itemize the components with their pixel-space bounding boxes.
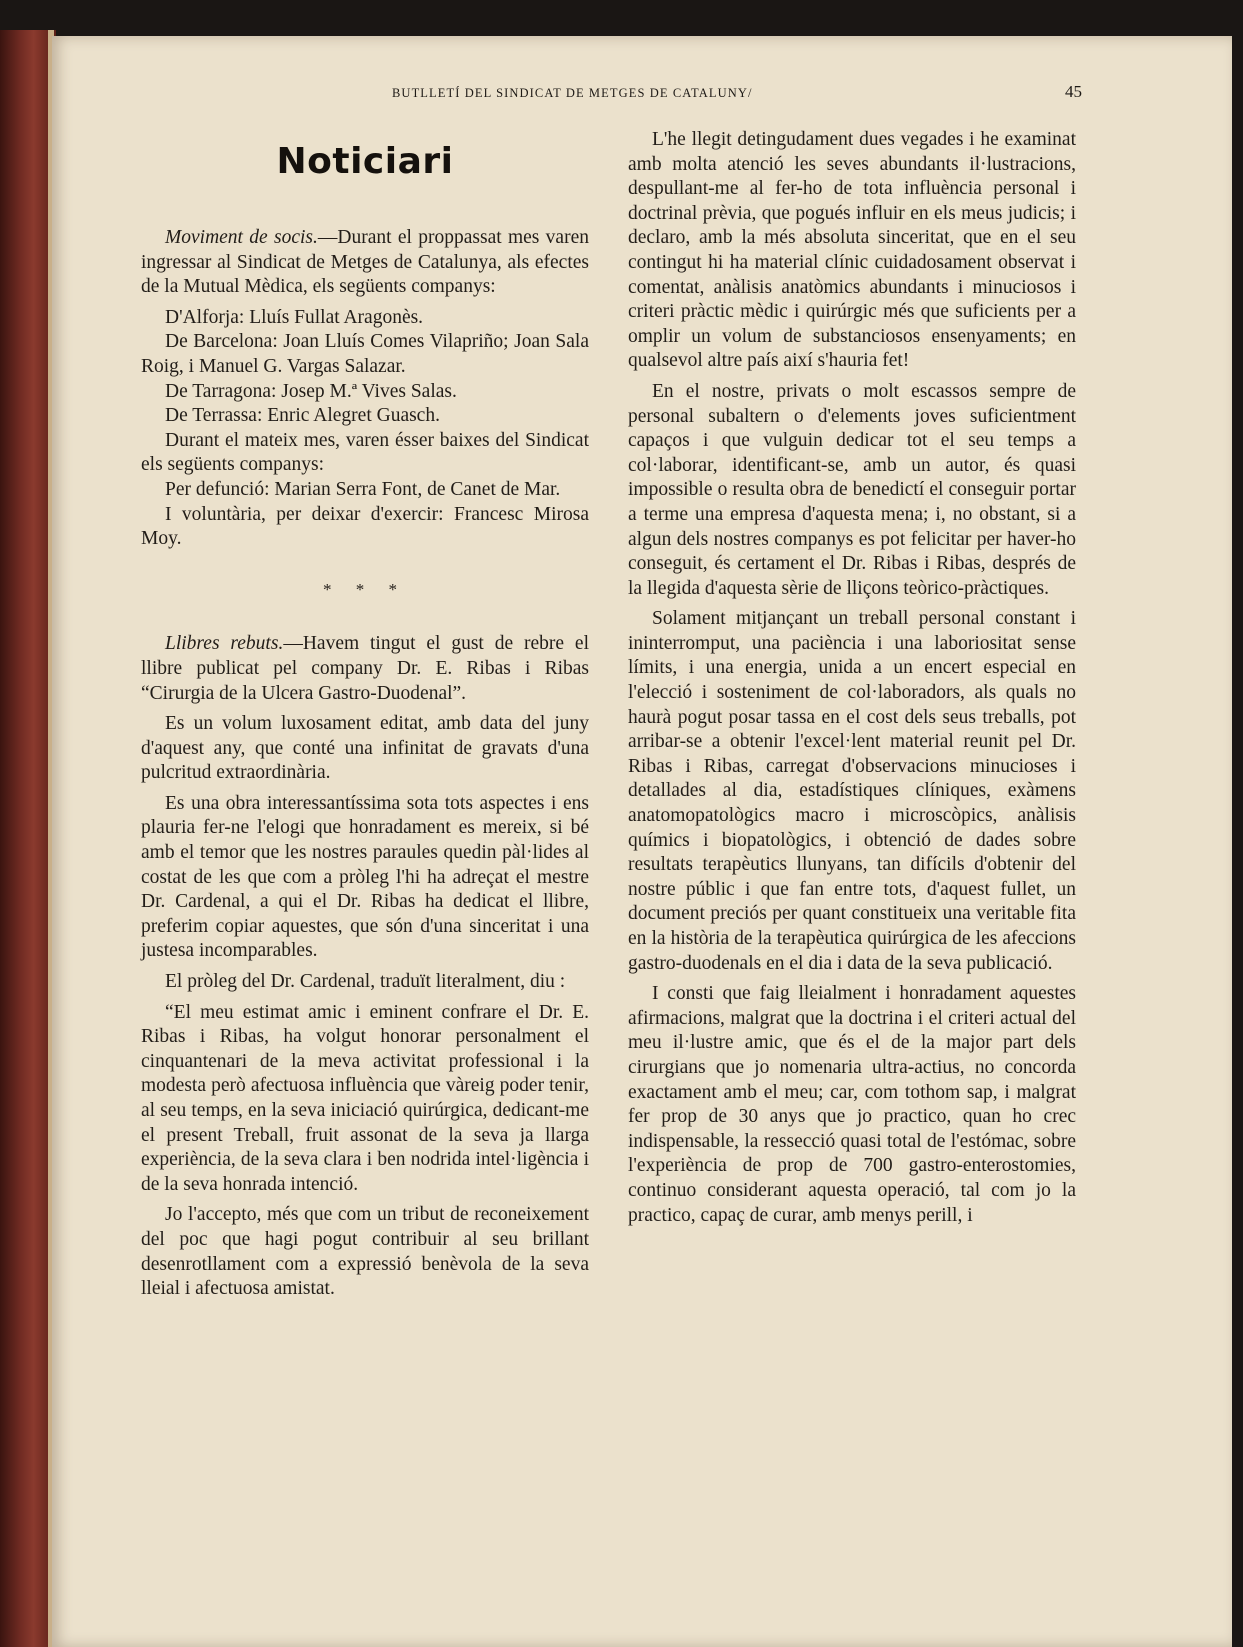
- paragraph-praise: Es una obra interessantíssima sota tots aspectes i ens plauria fer-ne l'elogi que honradament es mereix, si bé amb el temor que les nostres paraules quedin pàl·lides al costat de les que com a pròleg l'hi ha adreçat el mestre Dr. Cardenal, a qui el Dr. Ribas ha dedicat el llibre, preferim copiar aquestes, que són d'una sinceritat i una justesa incomparables.: [141, 792, 589, 962]
- running-title: BUTLLETÍ DEL SINDICAT DE METGES DE CATALUNY/: [392, 86, 753, 100]
- page-number: 45: [1065, 82, 1082, 101]
- paragraph-prologue-intro: El pròleg del Dr. Cardenal, traduït literalment, diu :: [165, 971, 566, 993]
- left-column: [141, 128, 589, 1308]
- paragraph-prologue-2: Jo l'accepto, més que com un tribut de reconeixement del poc que hagi pogut contribuir al seu brillant desenrotllament com a expressió benèvola de la seva lleial i afectuosa amistat.: [141, 1204, 589, 1300]
- member-line-terrassa: De Terrassa: Enric Alegret Guasch.: [165, 405, 440, 427]
- paragraph-prologue-1: “El meu estimat amic i eminent confrare el Dr. E. Ribas i Ribas, ha volgut honorar personalment el cinquantenari de la meva activitat professional i la modesta però afectuosa influència que vàreig poder tenir, al seu temps, en la seva iniciació quirúrgica, dedicant-me el present Treball, fruit assonat de la seva ja llarga experiència, de la seva clara i ben nodrida intel·ligència i de la seva honrada intenció.: [141, 1001, 589, 1195]
- paragraph-members: [141, 226, 589, 300]
- paragraph-volume: Es un volum luxosament editat, amb data del juny d'aquest any, que conté una infinitat de gravats d'una pulcritud extraordinària.: [141, 713, 589, 784]
- article-title: Noticiari: [276, 141, 454, 182]
- member-line-barcelona: De Barcelona: Joan Lluís Comes Vilapriño; Joan Sala Roig, i Manuel G. Vargas Salazar.: [141, 331, 589, 377]
- paragraph-prologue-5: Solament mitjançant un treball personal constant i ininterromput, una paciència i una laboriositat sense límits, i una energia, unida a un encert especial en l'elecció i sosteniment de col·laboradors, als quals no haurà pogut posar tassa en el cost dels seus treballs, pot arribar-se a obtenir l'excel·lent material reunit pel Dr. Ribas i Ribas, carregat d'observacions minucioses i detallades al dia, estadístiques clíniques, exàmens anatomopatològics macro i microscòpics, anàlisis químics i biopatològics, i obtenció de dades sobre resultats terapèutics llunyans, tan difícils d'obtenir del nostre públic i que fan entre tots, d'aquest fullet, un document preciós per quant constitueix una veritable fita en la història de la terapèutica quirúrgica de les afeccions gastro-duodenals en el dia i data de la seva publicació.: [628, 608, 1076, 974]
- books-intro: —Havem tingut el gust de rebre el llibre publicat pel company Dr. E. Ribas i Ribas “Cirurgia de la Ulcera Gastro-Duodenal”.: [141, 633, 589, 704]
- paragraph-prologue-4: En el nostre, privats o molt escassos sempre de personal subaltern o d'elements joves suficientment capaços i que vulguin dedicar tot el seu temps a col·laborar, identificant-se, amb un autor, és quasi impossible o resulta obra de benedictí el conseguir portar a terme una empresa d'aquesta mena; i, no obstant, si a algun dels nostres companys es pot felicitar per haver-ho conseguit, és certament el Dr. Ribas i Ribas, després de la llegida d'aquesta sèrie de lliçons teòrico-pràctiques.: [628, 380, 1076, 599]
- paragraph-prologue-6: I consti que faig lleialment i honradament aquestes afirmacions, malgrat que la doctrina i el criteri actual del meu il·lustre amic, que és el de la major part dels cirurgians que jo nomenaria ultra-actius, no concorda exactament amb el meu; car, com tothom sap, i malgrat fer prop de 30 anys que jo practico, quan ho crec indispensable, la ressecció quasi total de l'estómac, sobre l'experiència de prop de 700 gastro-enterostomies, continuo considerant aquesta operació, tal com jo la practico, capaç de curar, amb menys perill, i: [628, 983, 1076, 1226]
- departure-voluntary: I voluntària, per deixar d'exercir: Francesc Mirosa Moy.: [141, 503, 589, 550]
- member-line-alforja: D'Alforja: Lluís Fullat Aragonès.: [165, 306, 424, 328]
- page-header: [392, 82, 1082, 104]
- paragraph-prologue-3: L'he llegit detingudament dues vegades i he examinat amb molta atenció les seves abundants il·lustracions, despullant-me al fer-ho de tota influència personal i doctrinal prèvia, que pogués influir en els meus judicis; i declaro, amb la més absoluta sinceritat, que en el seu contingut hi ha material clínic cuidadosament observat i comentat, anàlisis anatòmics abundants i minuciosos i criteri pràctic mèdic i quirúrgic més que suficients per a omplir un volum de substanciosos ensenyaments; en qualsevol altre país així s'hauria fet!: [628, 129, 1076, 372]
- departure-death: Per defunció: Marian Serra Font, de Canet de Mar.: [165, 478, 561, 500]
- paragraph-books: [141, 632, 589, 706]
- section-lead-books: Llibres rebuts.: [165, 633, 284, 655]
- right-column: [628, 128, 1076, 1234]
- member-line-tarragona: De Tarragona: Josep M.ª Vives Salas.: [165, 380, 457, 402]
- section-separator: * * *: [323, 579, 407, 599]
- members-intro: —Durant el proppassat mes varen ingressar al Sindicat de Metges de Catalunya, als efectes de la Mutual Mèdica, els següents companys:: [141, 227, 589, 298]
- paragraph-departures: Durant el mateix mes, varen ésser baixes del Sindicat els següents companys:: [141, 429, 589, 476]
- section-lead-members: Moviment de socis.: [165, 227, 318, 248]
